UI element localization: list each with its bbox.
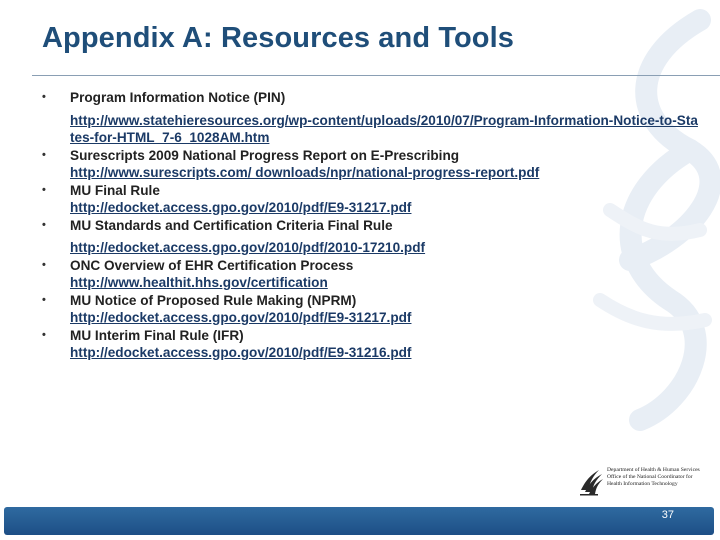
- resource-link[interactable]: http://www.surescripts.com/ downloads/npr/national-progress-report.pdf: [70, 165, 540, 180]
- resource-title: Surescripts 2009 National Progress Report on E-Prescribing: [70, 147, 460, 163]
- list-item: [40, 217, 700, 257]
- bullet: •: [42, 328, 46, 341]
- bullet: •: [42, 183, 46, 196]
- logo-line: Department of Health & Human Services: [607, 467, 700, 473]
- list-item: [40, 292, 700, 327]
- resource-link[interactable]: http://edocket.access.gpo.gov/2010/pdf/E9-31216.pdf: [70, 345, 412, 360]
- resource-link[interactable]: http://www.healthit.hhs.gov/certification: [70, 275, 328, 290]
- list-item: [40, 182, 700, 217]
- bullet: •: [42, 218, 46, 231]
- title-divider: [32, 75, 720, 76]
- bullet: •: [42, 148, 46, 161]
- hhs-onc-logo: [577, 464, 712, 500]
- resource-title: ONC Overview of EHR Certification Process: [70, 257, 354, 273]
- resource-list: [40, 89, 700, 362]
- footer-bar: [4, 507, 714, 535]
- resource-link[interactable]: http://edocket.access.gpo.gov/2010/pdf/E9-31217.pdf: [70, 200, 412, 215]
- list-item: [40, 89, 700, 147]
- resource-title: Program Information Notice (PIN): [70, 90, 286, 105]
- resource-title: MU Standards and Certification Criteria Final Rule: [70, 217, 393, 233]
- resource-link[interactable]: http://www.statehieresources.org/wp-content/uploads/2010/07/Program-Information-Notice-to-States-for-HTML_7-6_1028AM.htm: [70, 112, 698, 145]
- list-item: [40, 147, 700, 182]
- resource-link[interactable]: http://edocket.access.gpo.gov/2010/pdf/E9-31217.pdf: [70, 310, 412, 325]
- logo-line: Office of the National Coordinator for: [607, 473, 693, 480]
- resource-title: MU Interim Final Rule (IFR): [70, 327, 244, 343]
- page-title: Appendix A: Resources and Tools: [42, 22, 514, 54]
- page-number: 37: [661, 509, 674, 521]
- logo-line: Health Information Technology: [607, 480, 678, 487]
- resource-title: MU Final Rule: [70, 182, 160, 198]
- resource-title: MU Notice of Proposed Rule Making (NPRM): [70, 292, 357, 308]
- list-item: [40, 257, 700, 292]
- bullet: •: [42, 91, 46, 103]
- hhs-eagle-icon: [577, 464, 605, 498]
- bullet: •: [42, 293, 46, 306]
- bullet: •: [42, 258, 46, 271]
- list-item: [40, 327, 700, 362]
- logo-text: [607, 467, 712, 487]
- resource-link[interactable]: http://edocket.access.gpo.gov/2010/pdf/2010-17210.pdf: [70, 240, 426, 255]
